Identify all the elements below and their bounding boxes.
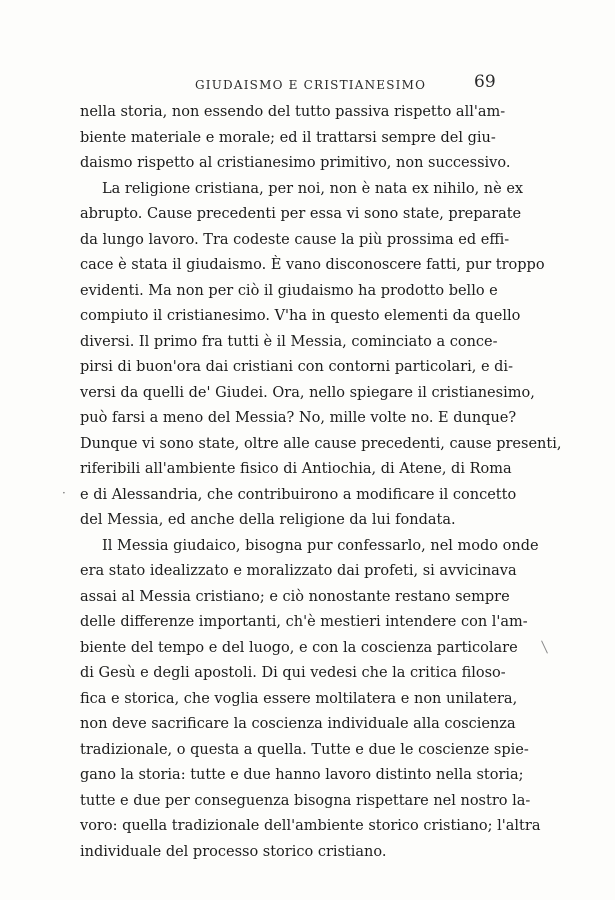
text-line: Dunque vi sono state, oltre alle cause precedenti, cause presenti, [80,435,562,452]
text-line: assai al Messia cristiano; e ciò nonostante restano sempre [80,588,510,605]
text-line: nella storia, non essendo del tutto passiva rispetto all'am- [80,104,506,120]
text-line: versi da quelli de' Giudei. Ora, nello spiegare il cristianesimo, [80,384,535,401]
text-line: di Gesù e degli apostoli. Di qui vedesi che la critica filoso- [80,665,506,681]
text-line: Il Messia giudaico, bisogna pur confessarlo, nel modo onde [102,537,539,554]
text-line: individuale del processo storico cristiano. [80,843,387,860]
text-line: abrupto. Cause precedenti per essa vi sono state, preparate [80,206,522,222]
text-line: riferibili all'ambiente fisico di Antiochia, di Atene, di Roma [80,461,512,477]
text-line: da lungo lavoro. Tra codeste cause la più prossima ed effi- [80,231,510,248]
text-line: biente del tempo e del luogo, e con la coscienza particolare [80,639,518,656]
text-line: pirsi di buon'ora dai cristiani con contorni particolari, e di- [80,359,513,375]
text-line: La religione cristiana, per noi, non è nata ex nihilo, nè ex [102,180,524,197]
text-line: e di Alessandria, che contribuirono a modificare il concetto [80,486,517,503]
text-line: daismo rispetto al cristianesimo primitivo, non successivo. [80,155,511,171]
body-text [80,100,562,865]
text-line: può farsi a meno del Messia? No, mille volte no. E dunque? [80,410,517,426]
margin-dot: · [62,486,66,500]
text-line: tradizionale, o questa a quella. Tutte e due le coscienze spie- [80,741,529,758]
text-line: delle differenze importanti, ch'è mestieri intendere con l'am- [80,614,528,630]
text-line: gano la storia: tutte e due hanno lavoro distinto nella storia; [80,767,524,783]
page-number: 69 [474,72,496,92]
text-line: compiuto il cristianesimo. V'ha in questo elementi da quello [80,308,521,324]
text-line: cace è stata il giudaismo. È vano disconoscere fatti, pur troppo [80,257,545,273]
text-line: era stato idealizzato e moralizzato dai profeti, si avvicinava [80,563,517,579]
text-line: biente materiale e morale; ed il trattarsi sempre del giu- [80,129,496,146]
running-title: GIUDAISMO E CRISTIANESIMO [195,78,427,92]
text-line: non deve sacrificare la coscienza individuale alla coscienza [80,716,516,732]
margin-scratch [541,640,548,653]
text-line: tutte e due per conseguenza bisogna rispettare nel nostro la- [80,792,531,809]
text-line: voro: quella tradizionale dell'ambiente storico cristiano; l'altra [80,818,541,834]
text-line: evidenti. Ma non per ciò il giudaismo ha prodotto bello e [80,282,498,299]
text-line: fica e storica, che voglia essere moltilatera e non unilatera, [80,690,518,707]
text-line: diversi. Il primo fra tutti è il Messia, cominciato a conce- [80,333,498,350]
text-line: del Messia, ed anche della religione da lui fondata. [80,512,456,528]
